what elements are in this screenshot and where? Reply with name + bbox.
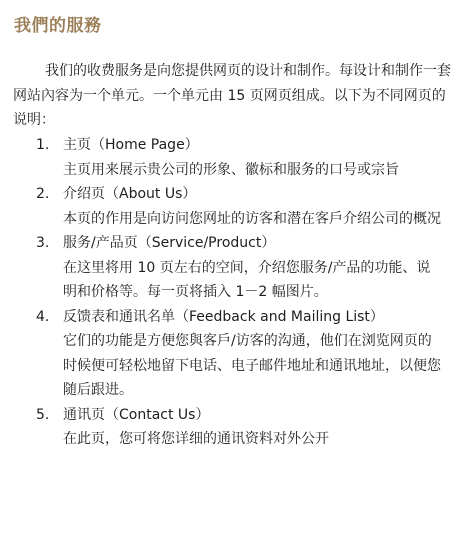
item-title: 通讯页（Contact Us） [63, 406, 210, 423]
list-item-contact-us [0, 403, 443, 452]
item-number: 2. [36, 186, 50, 202]
item-description: 主页用来展示贵公司的形象、徽标和服务的口号或宗旨 [63, 161, 399, 178]
item-description: 它们的功能是方便您與客戶/访客的沟通，他们在浏览网页的时候便可轻松地留下电话、电子邮件地址和通讯地址，以便您随后跟进。 [63, 333, 441, 398]
item-description: 在这里将用 10 页左右的空间，介绍您服务/产品的功能、说明和价格等。每一页将插入 1－2 幅图片。 [63, 259, 431, 300]
page-title: 我們的服務 [14, 16, 102, 36]
item-title: 服务/产品页（Service/Product） [63, 235, 276, 251]
list-item-home-page [0, 133, 443, 182]
item-number: 4. [36, 308, 50, 325]
list-item-feedback [0, 305, 443, 403]
item-title: 主页（Home Page） [63, 137, 199, 153]
list-item-service-product [0, 231, 443, 305]
item-title: 介绍页（About Us） [63, 186, 197, 202]
item-number: 5. [36, 406, 50, 423]
item-number: 3. [36, 235, 50, 251]
item-number: 1. [36, 137, 50, 153]
item-description: 本页的作用是向访问您网址的访客和潜在客戶介绍公司的概况 [63, 210, 441, 227]
service-list [0, 133, 469, 452]
item-description: 在此页，您可将您详细的通讯资料对外公开 [63, 431, 329, 447]
list-item-about-us [0, 182, 443, 231]
intro-paragraph: 我们的收费服务是向您提供网页的设计和制作。每设计和制作一套网站內容为一个单元。一个单元由 15 页网页组成。以下为不同网页的说明： [13, 63, 451, 128]
item-title: 反馈表和通讯名单（Feedback and Mailing List） [63, 308, 384, 325]
